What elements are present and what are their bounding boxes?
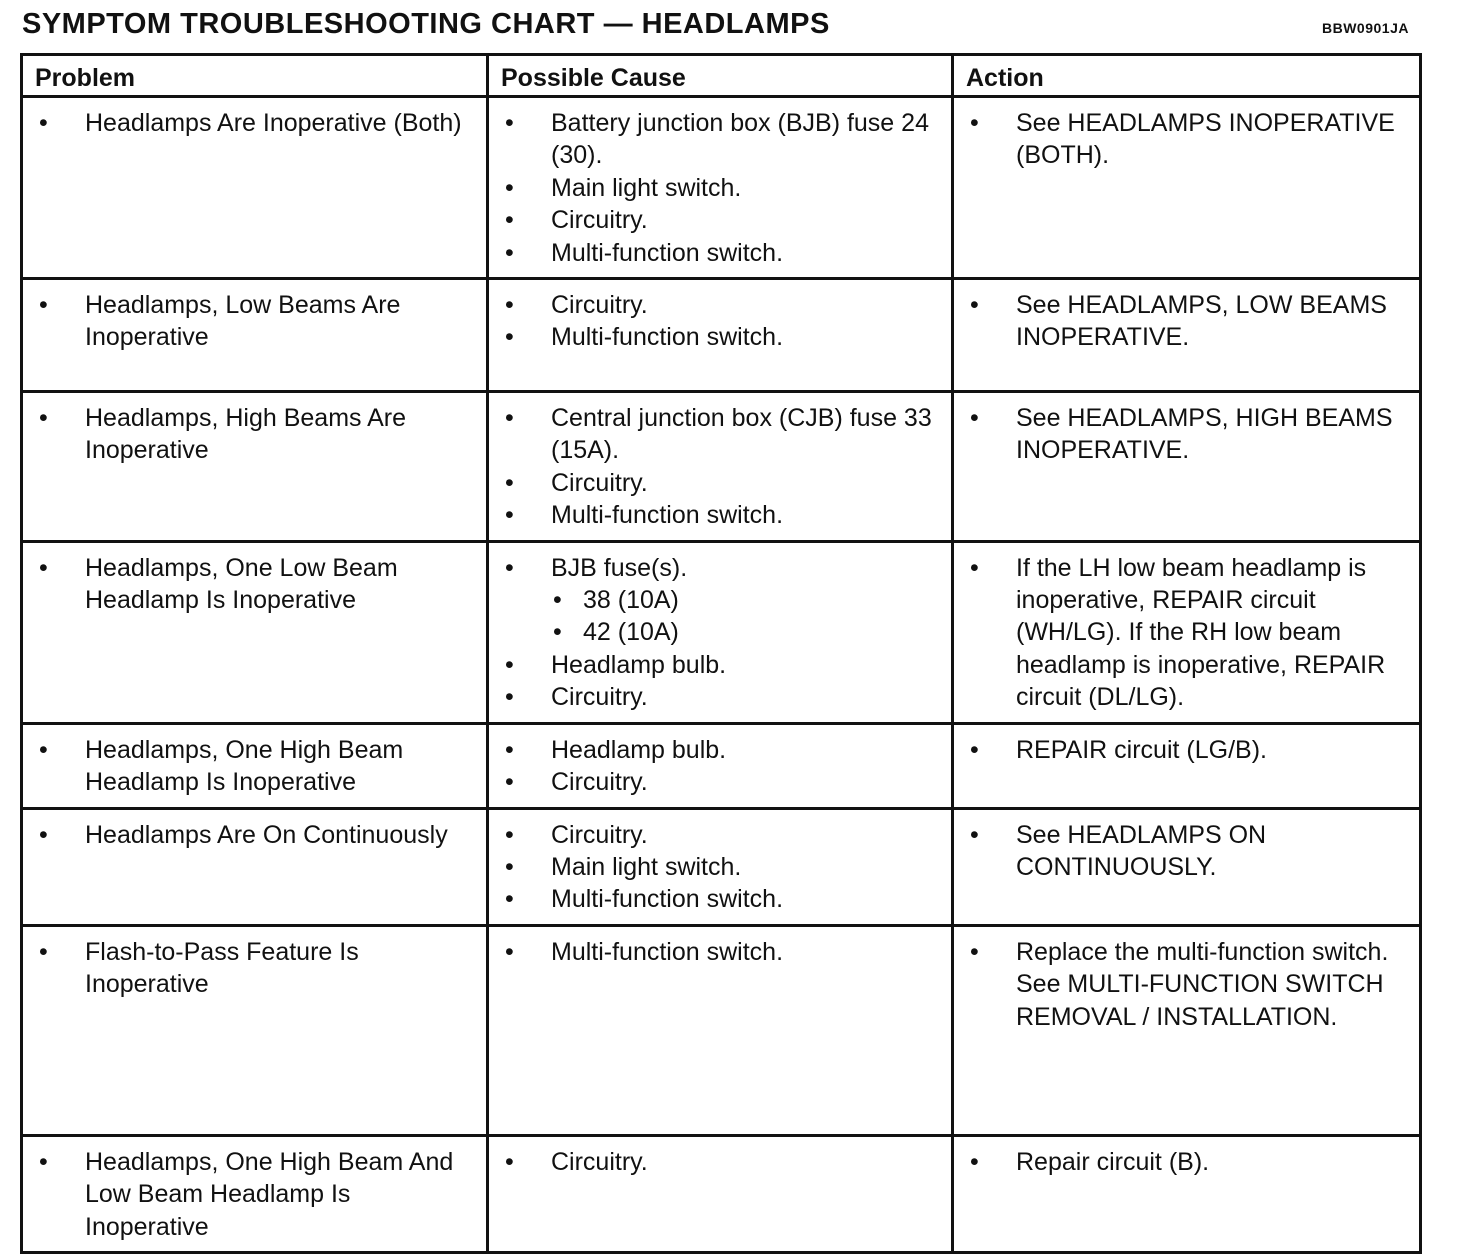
- cause-item: • Central junction box (CJB) fuse 33 (15A).: [501, 402, 941, 467]
- problem-cell: [22, 541, 488, 723]
- table-row: [22, 1135, 1421, 1252]
- action-text: • See HEADLAMPS, HIGH BEAMS INOPERATIVE.: [966, 402, 1409, 467]
- cause-item: • Multi-function switch.: [501, 237, 941, 269]
- problem-text: • Headlamps, One High Beam And Low Beam Headlamp Is Inoperative: [35, 1146, 476, 1243]
- problem-text: • Flash-to-Pass Feature Is Inoperative: [35, 936, 476, 1001]
- action-cell: [953, 97, 1421, 279]
- cause-item: • Battery junction box (BJB) fuse 24 (30).: [501, 107, 941, 172]
- cause-item: • Main light switch.: [501, 851, 941, 883]
- cause-item: • Circuitry.: [501, 819, 941, 851]
- cause-cell: [488, 808, 953, 925]
- problem-cell: [22, 279, 488, 392]
- action-reference: See MULTI-FUNCTION SWITCH REMOVAL / INSTALLATION.: [1016, 970, 1384, 1031]
- action-text: • See HEADLAMPS, LOW BEAMS INOPERATIVE.: [966, 289, 1409, 354]
- table-row: [22, 541, 1421, 723]
- header-action: Action: [953, 55, 1421, 97]
- problem-text: • Headlamps Are Inoperative (Both): [35, 107, 476, 139]
- action-text: • REPAIR circuit (LG/B).: [966, 734, 1409, 766]
- action-text: • See HEADLAMPS ON CONTINUOUSLY.: [966, 819, 1409, 884]
- cause-item: [501, 552, 941, 649]
- action-instruction: • Replace the multi-function switch.: [1016, 937, 1389, 966]
- cause-cell: [488, 925, 953, 1135]
- cause-item: • Circuitry.: [501, 1146, 941, 1178]
- problem-cell: [22, 97, 488, 279]
- problem-cell: [22, 925, 488, 1135]
- header-possible-cause: Possible Cause: [488, 55, 953, 97]
- table-header-row: [22, 55, 1421, 97]
- cause-item: • Multi-function switch.: [501, 499, 941, 531]
- problem-text: • Headlamps, One Low Beam Headlamp Is Inoperative: [35, 552, 476, 617]
- cause-item: • Multi-function switch.: [501, 936, 941, 968]
- cause-cell: [488, 97, 953, 279]
- action-cell: [953, 541, 1421, 723]
- action-text: • See HEADLAMPS INOPERATIVE (BOTH).: [966, 107, 1409, 172]
- action-text: • Repair circuit (B).: [966, 1146, 1409, 1178]
- figure-code: BBW0901JA: [1322, 20, 1409, 36]
- table-row: [22, 925, 1421, 1135]
- action-text: • If the LH low beam headlamp is inoperative, REPAIR circuit (WH/LG). If the RH low beam headlamp is inoperative, REPAIR circuit (DL/LG).: [966, 552, 1409, 714]
- cause-text: • BJB fuse(s).: [551, 553, 688, 582]
- cause-subitem: • 38 (10A): [551, 584, 941, 616]
- chart-title: SYMPTOM TROUBLESHOOTING CHART — HEADLAMPS: [22, 8, 830, 40]
- problem-text: • Headlamps, One High Beam Headlamp Is Inoperative: [35, 734, 476, 799]
- cause-item: • Main light switch.: [501, 172, 941, 204]
- cause-item: • Circuitry.: [501, 204, 941, 236]
- table-row: [22, 97, 1421, 279]
- action-cell: [953, 723, 1421, 808]
- action-cell: [953, 279, 1421, 392]
- problem-cell: [22, 723, 488, 808]
- cause-subitem: • 42 (10A): [551, 616, 941, 648]
- cause-item: • Circuitry.: [501, 467, 941, 499]
- cause-cell: [488, 279, 953, 392]
- cause-item: • Headlamp bulb.: [501, 734, 941, 766]
- header-problem: Problem: [22, 55, 488, 97]
- table-row: [22, 808, 1421, 925]
- action-text: [966, 936, 1409, 1033]
- action-cell: [953, 1135, 1421, 1252]
- cause-item: • Circuitry.: [501, 681, 941, 713]
- problem-text: • Headlamps, Low Beams Are Inoperative: [35, 289, 476, 354]
- cause-item: • Multi-function switch.: [501, 883, 941, 915]
- problem-cell: [22, 392, 488, 542]
- cause-item: • Circuitry.: [501, 766, 941, 798]
- problem-text: • Headlamps, High Beams Are Inoperative: [35, 402, 476, 467]
- action-cell: [953, 392, 1421, 542]
- cause-cell: [488, 392, 953, 542]
- cause-cell: [488, 1135, 953, 1252]
- cause-item: • Multi-function switch.: [501, 321, 941, 353]
- cause-item: • Circuitry.: [501, 289, 941, 321]
- problem-text: • Headlamps Are On Continuously: [35, 819, 476, 851]
- table-row: [22, 723, 1421, 808]
- table-row: [22, 392, 1421, 542]
- cause-item: • Headlamp bulb.: [501, 649, 941, 681]
- cause-cell: [488, 541, 953, 723]
- problem-cell: [22, 808, 488, 925]
- cause-cell: [488, 723, 953, 808]
- troubleshooting-table: [20, 53, 1422, 1254]
- action-cell: [953, 808, 1421, 925]
- action-cell: [953, 925, 1421, 1135]
- problem-cell: [22, 1135, 488, 1252]
- table-row: [22, 279, 1421, 392]
